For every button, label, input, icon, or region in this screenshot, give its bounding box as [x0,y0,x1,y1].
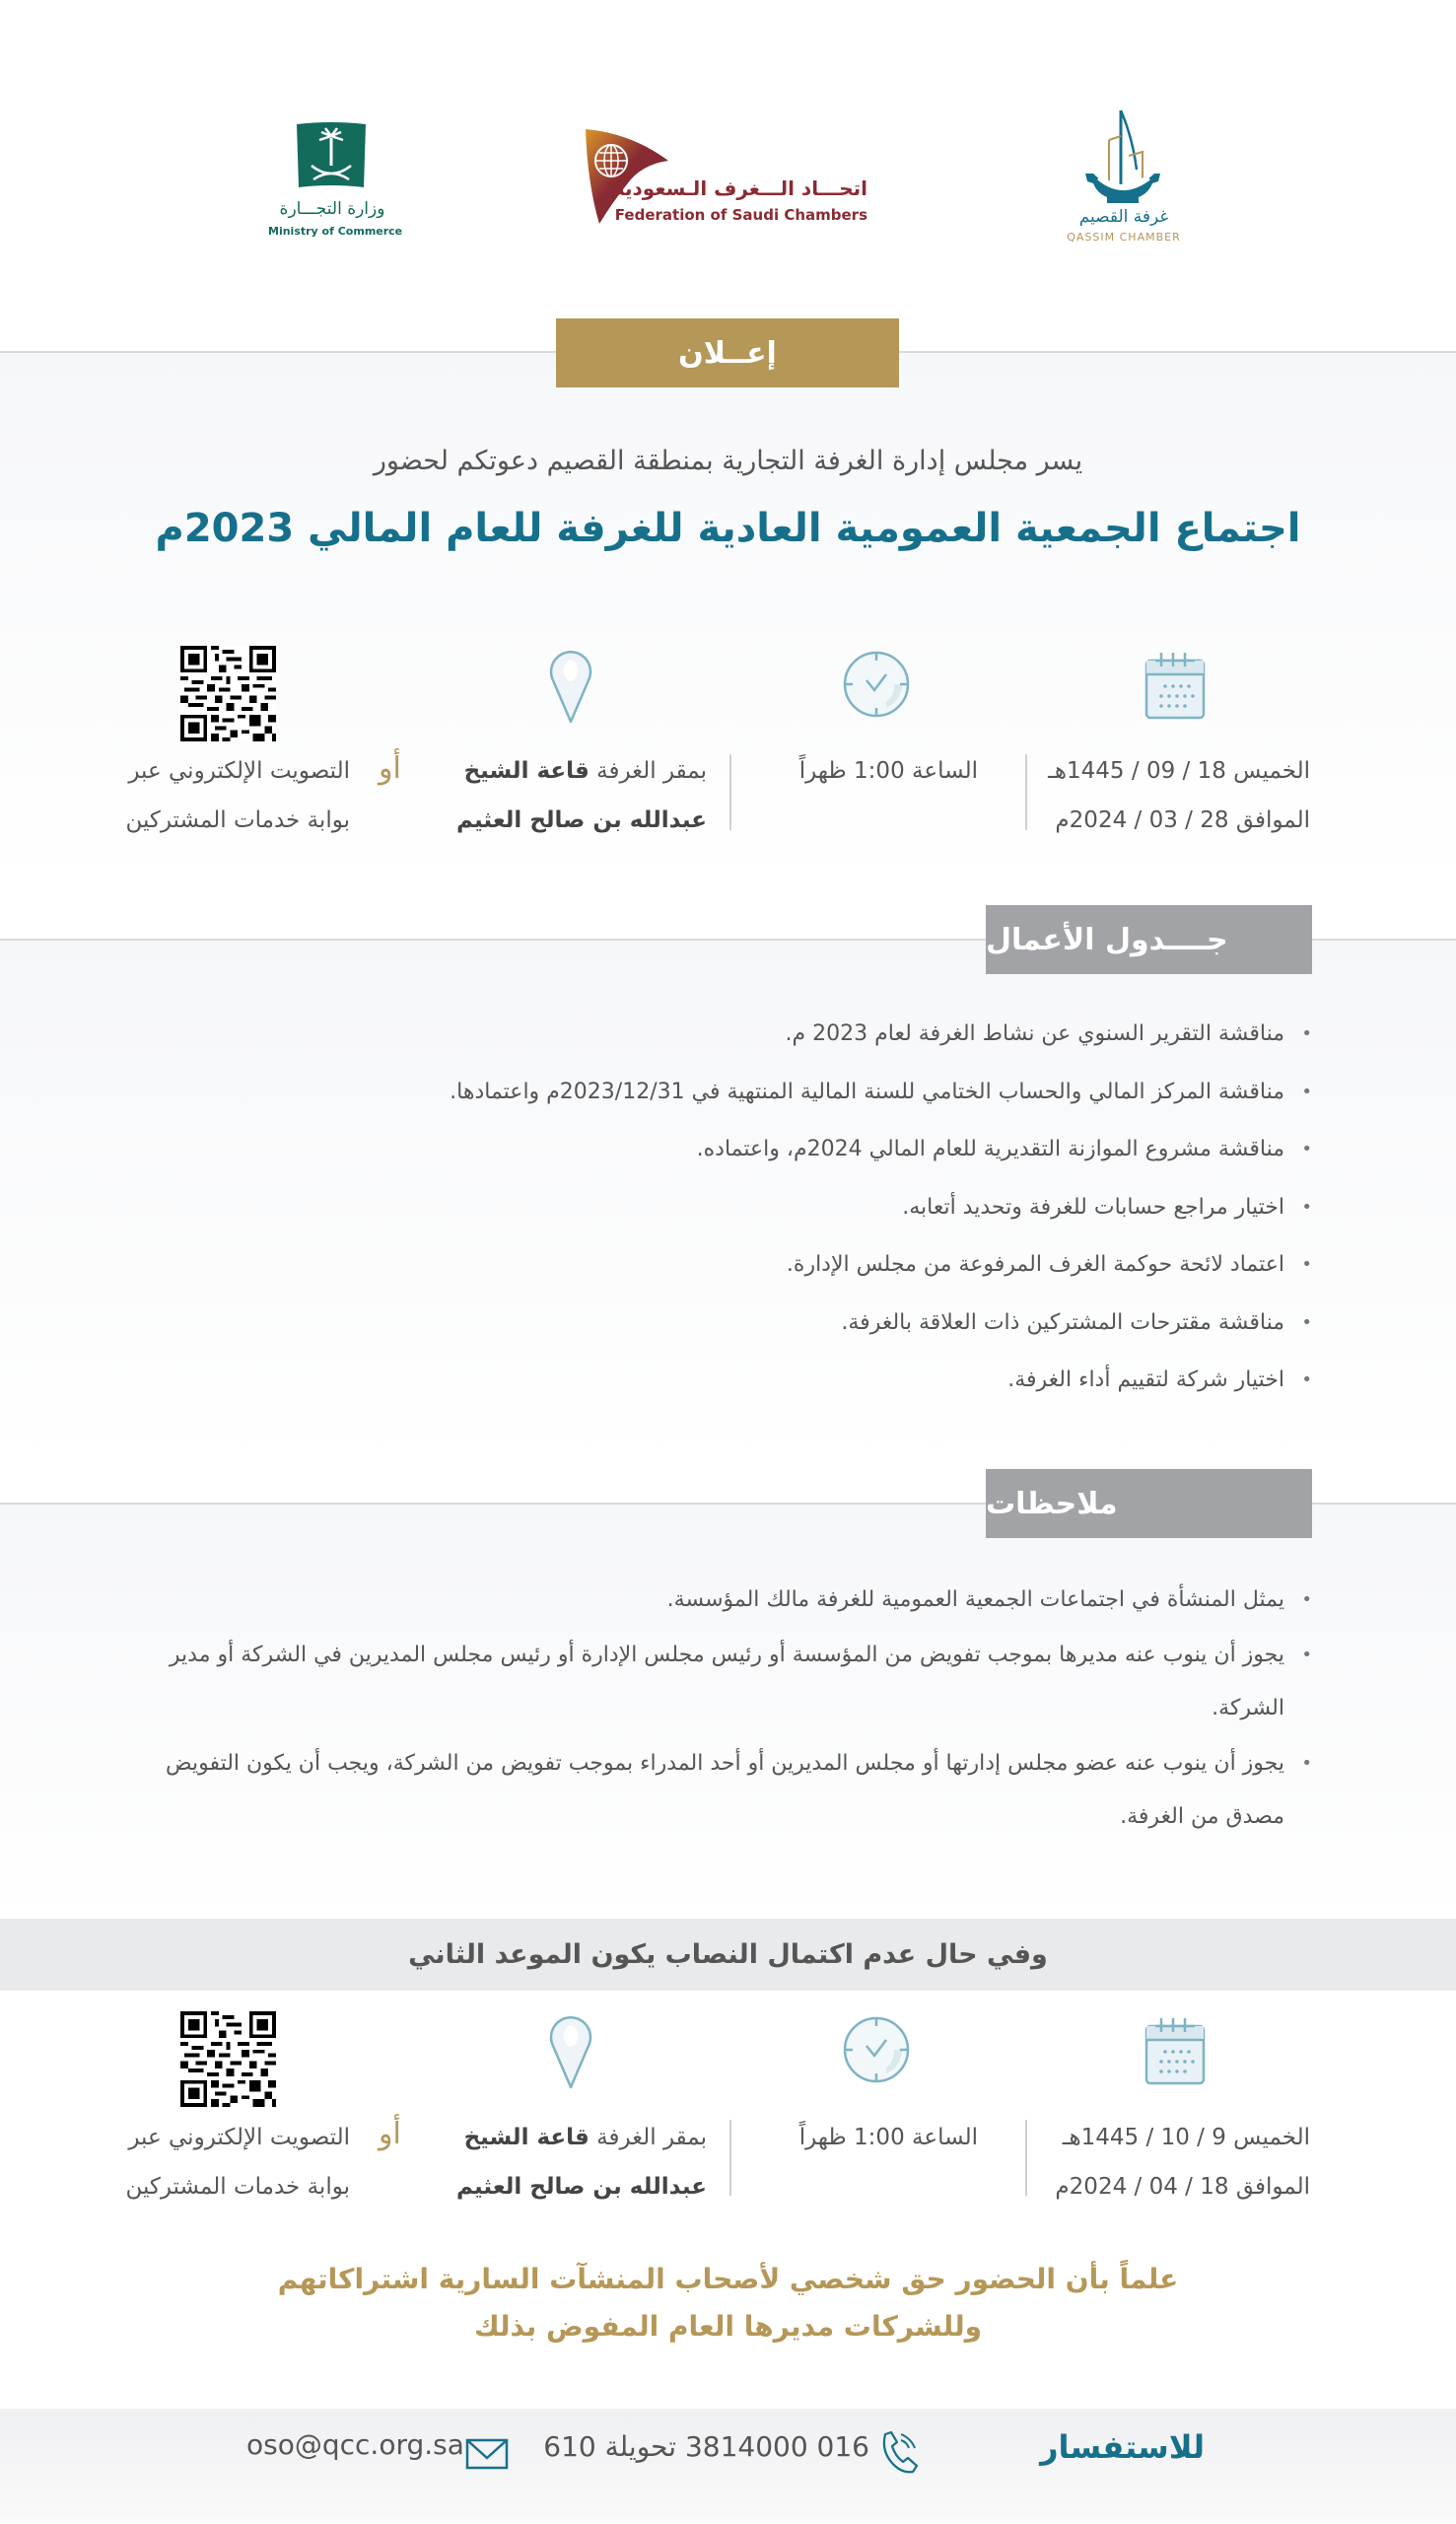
agenda-item: • اختيار شركة لتقييم أداء الغرفة. [450,1364,1312,1422]
column-divider [1025,2120,1027,2196]
first-meeting-date [1048,746,1310,845]
attendance-note-line-1: علماً بأن الحضور حق شخصي لأصحاب المنشآت السارية اشتراكاتهم [277,2263,1179,2295]
column-divider [1025,754,1027,830]
location-hall-name: عبدالله بن صالح العثيم [456,807,707,833]
second-meeting-time: الساعة 1:00 ظهراً [798,2125,978,2150]
qr-code-icon[interactable] [180,646,276,741]
or-label: أو [379,2117,401,2151]
agenda-item: • مناقشة مقترحات المشتركين ذات العلاقة بالغرفة. [450,1306,1312,1365]
qassim-chamber-logo [1060,108,1188,246]
agenda-list [450,1017,1312,1422]
attendance-note-line-2: وللشركات مديرها العام المفوض بذلك [473,2310,983,2343]
date-hijri: الخميس 9 / 10 / 1445هـ [1062,2125,1310,2150]
clock-icon [841,2014,912,2085]
note-item: • يمثل المنشأة في اجتماعات الجمعية العمومية للغرفة مالك المؤسسة. [144,1574,1312,1627]
first-meeting-location [456,746,707,845]
agenda-badge: جــــدول الأعمال [986,905,1312,974]
ministry-emblem-icon [268,116,396,195]
evote-line-2[interactable]: بوابة خدمات المشتركين [125,807,350,833]
clock-icon [841,649,912,720]
second-meeting-date [1055,2113,1310,2211]
federation-logo-arabic: اتحـــاد الـــغرف الـسعودية [612,176,867,200]
column-divider [729,2120,731,2196]
phone-icon [877,2430,919,2474]
evote-line-2[interactable]: بوابة خدمات المشتركين [125,2174,350,2200]
email-address[interactable]: oso@qcc.org.sa [246,2428,464,2461]
agenda-item: • اعتماد لائحة حوكمة الغرف المرفوعة من مجلس الإدارة. [450,1248,1312,1306]
first-meeting-evote [125,746,350,845]
date-hijri: الخميس 18 / 09 / 1445هـ [1048,758,1310,784]
first-meeting-time: الساعة 1:00 ظهراً [798,758,978,784]
contact-footer [0,2409,1456,2524]
qassim-logo-arabic: غرفة القصيم [1078,207,1169,227]
calendar-icon [1144,651,1207,722]
location-pin-icon [547,649,594,724]
second-meeting-band: وفي حال عدم اكتمال النصاب يكون الموعد الثاني [0,1919,1456,1991]
federation-logo-english: Federation of Saudi Chambers [614,206,867,224]
location-prefix: بمقر الغرفة [596,758,707,784]
note-item: • يجوز أن ينوب عنه مديرها بموجب تفويض من المؤسسة أو رئيس مجلس الإدارة أو رئيس مجلس المديرين في الشركة أو مدير الشركة. [144,1629,1312,1735]
agenda-item: • مناقشة مشروع الموازنة التقديرية للعام المالي 2024م، واعتماده. [450,1133,1312,1191]
meeting-title: اجتماع الجمعية العمومية العادية للغرفة للعام المالي 2023م [155,506,1301,551]
phone-number[interactable]: 016 3814000 تحويلة 610 [543,2430,869,2463]
date-gregorian: الموافق 18 / 04 / 2024م [1055,2174,1310,2200]
or-label: أو [379,751,401,786]
ministry-of-commerce-logo [268,116,403,245]
federation-of-saudi-chambers-logo [582,123,877,232]
qassim-emblem-icon [1060,108,1188,207]
note-item: • يجوز أن ينوب عنه عضو مجلس إدارتها أو مجلس المديرين أو أحد المدراء بموجب تفويض من الشركة، ويجب أن يكون التفويض مصدق من الغرفة. [144,1737,1312,1844]
second-meeting-evote [125,2113,350,2211]
qassim-logo-english: QASSIM CHAMBER [1067,231,1181,244]
inquiry-label: للاستفسار [1040,2428,1205,2466]
qr-code-icon[interactable] [180,2011,276,2107]
evote-line-1: التصويت الإلكتروني عبر [128,758,350,784]
location-hall: قاعة الشيخ [463,2125,589,2150]
evote-line-1: التصويت الإلكتروني عبر [128,2125,350,2150]
agenda-item: • مناقشة المركز المالي والحساب الختامي للسنة المالية المنتهية في 2023/12/31م واعتمادها. [450,1076,1312,1134]
attendance-note [0,2256,1456,2350]
location-prefix: بمقر الغرفة [596,2125,707,2150]
location-pin-icon [547,2014,594,2089]
invitation-subtitle: يسر مجلس إدارة الغرفة التجارية بمنطقة القصيم دعوتكم لحضور [373,446,1083,476]
second-meeting-location [456,2113,707,2211]
ministry-logo-arabic: وزارة التجـــارة [279,199,385,219]
ministry-logo-english: Ministry of Commerce [268,225,403,238]
notes-list [144,1574,1312,1844]
date-gregorian: الموافق 28 / 03 / 2024م [1055,807,1310,833]
column-divider [729,754,731,830]
agenda-item: • اختيار مراجع حسابات للغرفة وتحديد أتعابه. [450,1191,1312,1249]
agenda-item: • مناقشة التقرير السنوي عن نشاط الغرفة لعام 2023 م. [450,1017,1312,1076]
location-hall: قاعة الشيخ [463,758,589,784]
calendar-icon [1144,2016,1207,2087]
email-icon [465,2438,509,2470]
notes-badge: ملاحظات [986,1469,1312,1538]
location-hall-name: عبدالله بن صالح العثيم [456,2174,707,2200]
announcement-badge: إعــلان [556,318,899,387]
